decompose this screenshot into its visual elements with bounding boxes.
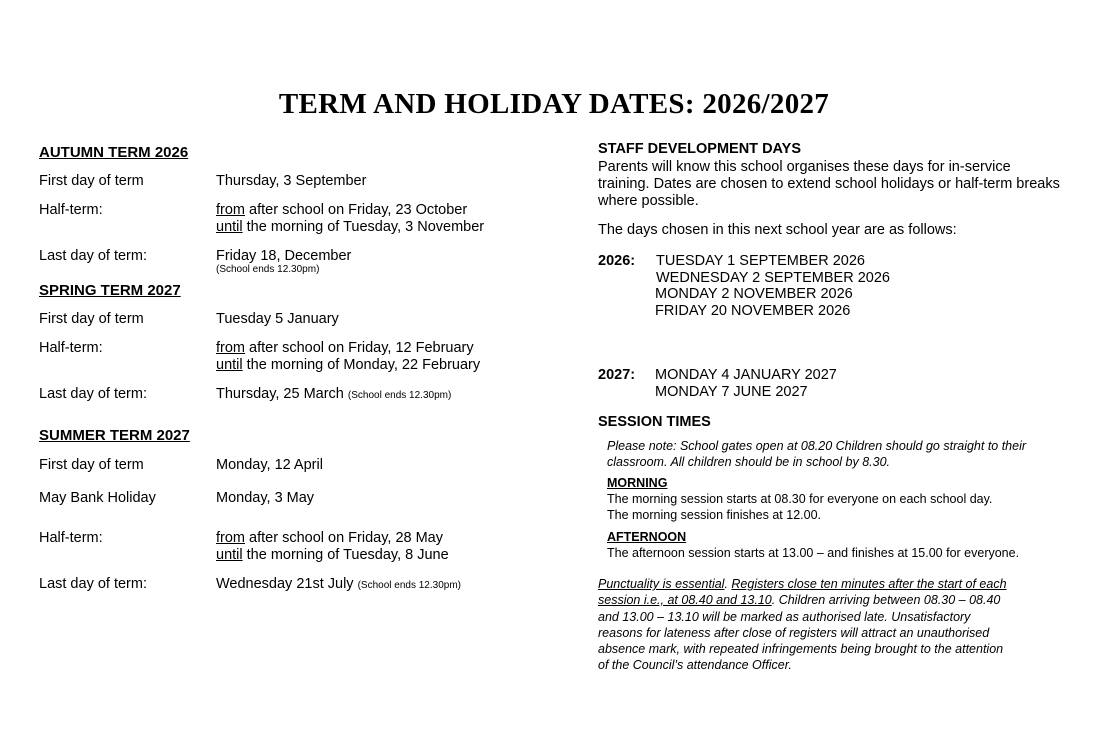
- spring-school-ends-note: (School ends 12.30pm): [347, 390, 452, 401]
- session-times-heading: SESSION TIMES: [598, 414, 711, 430]
- punctuality-line: and 13.00 – 13.10 will be marked as authorised late. Unsatisfactory: [598, 610, 971, 624]
- staff-intro-line: training. Dates are chosen to extend school holidays or half-term breaks: [598, 176, 1060, 192]
- staff-day: TUESDAY 1 SEPTEMBER 2026: [656, 253, 865, 269]
- summer-first-day-label: First day of term: [39, 457, 144, 473]
- spring-half-from-text: after school on Friday, 12 February: [245, 340, 474, 356]
- until-word: until: [216, 357, 243, 373]
- staff-day: FRIDAY 20 NOVEMBER 2026: [655, 303, 851, 319]
- autumn-last-day-label: Last day of term:: [39, 248, 147, 264]
- punctuality-line: absence mark, with repeated infringements being brought to the attention: [598, 642, 1004, 656]
- autumn-half-term-from: [216, 202, 467, 219]
- punctuality-line: of the Council’s attendance Officer.: [598, 658, 792, 672]
- bank-holiday-value: Monday, 3 May: [216, 490, 315, 506]
- summer-first-day-value: Monday, 12 April: [216, 457, 323, 473]
- punctuality-line: reasons for lateness after close of registers will attract an unauthorised: [598, 626, 990, 640]
- spring-half-term-label: Half-term:: [39, 340, 103, 356]
- spring-first-day-label: First day of term: [39, 311, 144, 327]
- summer-last-day-value: [216, 576, 461, 594]
- punctuality-separator: .: [724, 577, 732, 591]
- autumn-term-heading: AUTUMN TERM 2026: [39, 144, 189, 161]
- spring-half-term-until: [216, 357, 480, 374]
- autumn-half-term-until: [216, 219, 484, 236]
- bank-holiday-label: May Bank Holiday: [39, 490, 156, 506]
- staff-intro-line: Parents will know this school organises these days for in-service: [598, 159, 1011, 175]
- staff-intro-line: where possible.: [598, 193, 699, 209]
- summer-half-from-text: after school on Friday, 28 May: [245, 530, 443, 546]
- until-word: until: [216, 547, 243, 563]
- registers-close-text: Registers close ten minutes after the start of each: [731, 577, 1007, 591]
- page-title: TERM AND HOLIDAY DATES: 2026/2027: [278, 88, 830, 120]
- summer-school-ends-note: (School ends 12.30pm): [357, 580, 461, 591]
- autumn-first-day-label: First day of term: [39, 173, 144, 189]
- session-note-line: Please note: School gates open at 08.20 Children should go straight to their: [607, 439, 1027, 453]
- morning-text-line: The morning session finishes at 12.00.: [607, 508, 822, 522]
- summer-half-term-from: [216, 530, 443, 547]
- until-word: until: [216, 219, 243, 235]
- summer-half-term-label: Half-term:: [39, 530, 103, 546]
- afternoon-text-line: The afternoon session starts at 13.00 – and finishes at 15.00 for everyone.: [607, 546, 1020, 560]
- autumn-half-until-text: the morning of Tuesday, 3 November: [242, 219, 485, 235]
- spring-last-day-date: Thursday, 25 March: [216, 386, 344, 402]
- staff-day: MONDAY 4 JANUARY 2027: [655, 367, 837, 383]
- morning-heading: MORNING: [607, 476, 668, 490]
- from-word: from: [216, 202, 245, 218]
- autumn-school-ends-note: (School ends 12.30pm): [216, 264, 320, 275]
- staff-day: MONDAY 7 JUNE 2027: [655, 384, 808, 400]
- punctuality-line: [598, 592, 1000, 608]
- children-arriving-text: . Children arriving between 08.30 – 08.40: [771, 593, 1001, 607]
- spring-half-term-from: [216, 340, 474, 357]
- autumn-last-day-value: Friday 18, December: [216, 248, 352, 264]
- spring-first-day-value: Tuesday 5 January: [216, 311, 339, 327]
- staff-development-heading: STAFF DEVELOPMENT DAYS: [598, 141, 802, 157]
- session-note-line: classroom. All children should be in school by 8.30.: [607, 455, 891, 469]
- summer-half-until-text: the morning of Tuesday, 8 June: [242, 547, 449, 563]
- summer-last-day-date: Wednesday 21st July: [216, 576, 354, 592]
- afternoon-heading: AFTERNOON: [607, 530, 687, 544]
- summer-term-heading: SUMMER TERM 2027: [39, 427, 190, 444]
- year-2026-label: 2026:: [598, 253, 636, 269]
- spring-term-heading: SPRING TERM 2027: [39, 282, 181, 299]
- spring-last-day-value: [216, 386, 451, 404]
- autumn-half-from-text: after school on Friday, 23 October: [245, 202, 468, 218]
- staff-days-chosen: The days chosen in this next school year are as follows:: [598, 222, 957, 238]
- morning-text-line: The morning session starts at 08.30 for everyone on each school day.: [607, 492, 993, 506]
- autumn-first-day-value: Thursday, 3 September: [216, 173, 367, 189]
- summer-half-term-until: [216, 547, 449, 564]
- punctuality-essential: Punctuality is essential: [598, 577, 725, 591]
- autumn-half-term-label: Half-term:: [39, 202, 103, 218]
- punctuality-line: [598, 576, 1007, 592]
- spring-half-until-text: the morning of Monday, 22 February: [242, 357, 481, 373]
- registers-session-text: session i.e., at 08.40 and 13.10: [598, 593, 772, 607]
- staff-day: MONDAY 2 NOVEMBER 2026: [655, 286, 853, 302]
- staff-day: WEDNESDAY 2 SEPTEMBER 2026: [656, 270, 890, 286]
- from-word: from: [216, 340, 245, 356]
- spring-last-day-label: Last day of term:: [39, 386, 147, 402]
- year-2027-label: 2027:: [598, 367, 636, 383]
- summer-last-day-label: Last day of term:: [39, 576, 147, 592]
- from-word: from: [216, 530, 245, 546]
